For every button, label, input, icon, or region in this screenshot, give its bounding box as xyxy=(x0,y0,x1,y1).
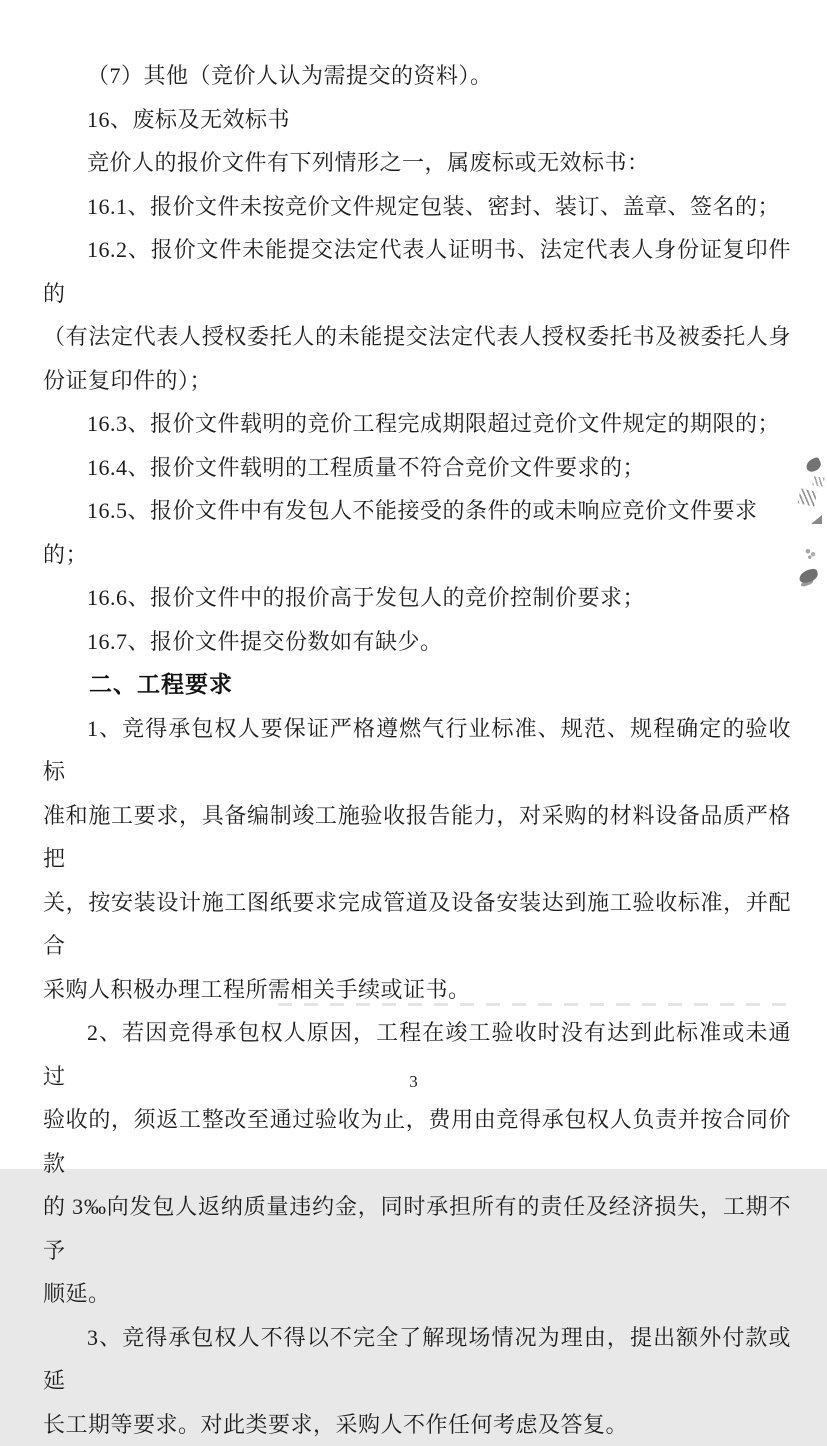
ink-smudge-artifact xyxy=(812,476,824,486)
requirement-2-continuation: 的 3‰向发包人返纳质量违约金，同时承担所有的责任及经济损失，工期不予 xyxy=(43,1185,791,1272)
clause-16-5: 16.5、报价文件中有发包人不能接受的条件的或未响应竞价文件要求的； xyxy=(43,489,791,576)
ink-smudge-artifact xyxy=(811,515,822,524)
clause-16-7: 16.7、报价文件提交份数如有缺少。 xyxy=(43,620,791,664)
clause-16-1: 16.1、报价文件未按竞价文件规定包装、密封、装订、盖章、签名的； xyxy=(43,185,791,229)
clause-16-2: 16.2、报价文件未能提交法定代表人证明书、法定代表人身份证复印件的 xyxy=(43,228,791,315)
requirement-1-continuation: 关，按安装设计施工图纸要求完成管道及设备安装达到施工验收标准，并配合 xyxy=(43,881,791,968)
document-body xyxy=(43,54,791,1446)
requirement-3-continuation: 长工期等要求。对此类要求，采购人不作任何考虑及答复。 xyxy=(43,1403,791,1446)
clause-16-6: 16.6、报价文件中的报价高于发包人的竞价控制价要求； xyxy=(43,576,791,620)
requirement-1: 1、竞得承包权人要保证严格遵燃气行业标准、规范、规程确定的验收标 xyxy=(43,707,791,794)
ink-smudge-artifact xyxy=(798,568,819,584)
clause-16-3: 16.3、报价文件载明的竞价工程完成期限超过竞价文件规定的期限的； xyxy=(43,402,791,446)
clause-16-2-continuation: 份证复印件的）； xyxy=(43,359,791,403)
requirement-2: 2、若因竞得承包权人原因，工程在竣工验收时没有达到此标准或未通过 xyxy=(43,1011,791,1098)
clause-16-4: 16.4、报价文件载明的工程质量不符合竞价文件要求的； xyxy=(43,446,791,490)
page-number: 3 xyxy=(0,1072,827,1092)
requirement-1-continuation: 采购人积极办理工程所需相关手续或证书。 xyxy=(43,968,791,1012)
ink-smudge-artifact xyxy=(804,547,817,559)
paragraph-line: 竞价人的报价文件有下列情形之一，属废标或无效标书： xyxy=(43,141,791,185)
ink-smudge-artifact xyxy=(798,488,818,506)
requirement-1-continuation: 准和施工要求，具备编制竣工施验收报告能力，对采购的材料设备品质严格把 xyxy=(43,794,791,881)
paragraph-line: （7）其他（竞价人认为需提交的资料）。 xyxy=(43,54,791,98)
show-through-artifact xyxy=(278,1003,790,1006)
section-heading: 二、工程要求 xyxy=(43,663,791,707)
clause-16-2-continuation: （有法定代表人授权委托人的未能提交法定代表人授权委托书及被委托人身 xyxy=(43,315,791,359)
clause-16-title: 16、废标及无效标书 xyxy=(43,98,791,142)
requirement-3: 3、竞得承包权人不得以不完全了解现场情况为理由，提出额外付款或延 xyxy=(43,1316,791,1403)
requirement-2-continuation: 顺延。 xyxy=(43,1272,791,1316)
requirement-2-continuation: 验收的，须返工整改至通过验收为止，费用由竞得承包权人负责并按合同价款 xyxy=(43,1098,791,1185)
ink-smudge-artifact xyxy=(804,456,823,473)
